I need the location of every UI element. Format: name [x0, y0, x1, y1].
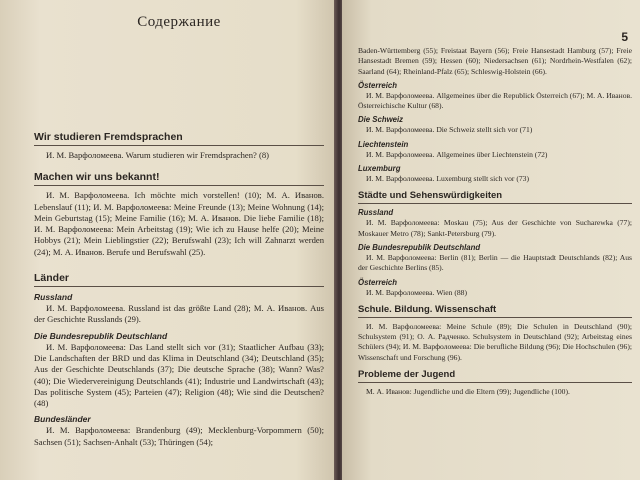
- right-page: [342, 0, 640, 480]
- toc-entry: М. А. Иванов: Jugendliche und die Eltern (99); Jugendliche (100).: [366, 387, 570, 397]
- toc-entry: И. М. Варфоломеева. Allgemeines über Liechtenstein (72): [366, 149, 548, 159]
- toc-entry: И. М. Варфоломеева: Berlin (81); Berlin — die Hauptstadt Deutschlands (82); Aus der Geschichte Berlins (85).: [358, 252, 632, 273]
- toc-entry: И. М. Варфоломеева. Russland ist das größte Land (28); М. А. Иванов. Aus der Geschichte Russlands (29).: [34, 303, 324, 325]
- section-heading: Machen wir uns bekannt!: [34, 171, 324, 186]
- subheading: Russland: [34, 292, 73, 303]
- left-page-content: [34, 0, 324, 448]
- subheading: Die Bundesrepublik Deutschland: [34, 330, 168, 341]
- subheading: Österreich: [358, 80, 398, 90]
- toc-entry: И. М. Варфоломеева: Das Land stellt sich vor (31); Staatlicher Aufbau (33); Die Landschaften der BRD und das Klima in Deutschland (34); Deutschland (35); Aus der Geschichte Deutschlands (37); Die deutsche Sprache (38); Wann? Was? (40); Die Wiedervereinigung Deutschlands (41); Industrie und Landwirtschaft (43); Das politische System (45); Parteien (47); Religion (48); Wie sind die Deutschen? (48): [34, 341, 324, 409]
- toc-entry: И. М. Варфоломеева. Warum studieren wir Fremdsprachen? (8): [46, 150, 270, 160]
- subheading: Österreich: [358, 277, 398, 287]
- section-heading: Städte und Sehenswürdigkeiten: [358, 190, 632, 204]
- toc-entry: И. М. Варфоломеева. Die Schweiz stellt sich vor (71): [366, 125, 533, 135]
- section-heading: Schule. Bildung. Wissenschaft: [358, 304, 632, 318]
- subheading: Russland: [358, 208, 394, 218]
- section-heading: Probleme der Jugend: [358, 369, 632, 383]
- toc-entry: Baden-Württemberg (55); Freistaat Bayern (56); Freie Hansestadt Hamburg (57); Freie Hansestadt Bremen (59); Hessen (60); Niedersachsen (61); Nordrhein-Westfalen (62); Saarland (64); Rheinland-Pfalz (65); Schleswig-Holstein (66).: [358, 46, 632, 76]
- page-title: Содержание: [137, 14, 221, 30]
- toc-entry: И. М. Варфоломеева. Wien (88): [366, 287, 468, 297]
- section-heading: Länder: [34, 272, 324, 287]
- subheading: Bundesländer: [34, 414, 91, 425]
- subheading: Die Schweiz: [358, 115, 404, 125]
- toc-entry: И. М. Варфоломеева: Meine Schule (89); Die Schulen in Deutschland (90); Schulsystem (91); О. А. Радченко. Schulsystem in Deutschland (92); Arbeitstag eines Schülers (94); И. М. Варфоломеева: Die berufliche Bildung (96); Die Hochschulen (96); Wissenschaft und Forschung (96).: [358, 321, 632, 362]
- section-heading: Wir studieren Fremdsprachen: [34, 131, 324, 146]
- page-number: 5: [621, 30, 628, 44]
- toc-entry: И. М. Варфоломеева. Ich möchte mich vorstellen! (10); М. А. Иванов. Lebenslauf (11); И. М. Варфоломеева: Meine Freunde (13); Meine Wohnung (14); Mein Geburtstag (15); Meine Familie (16); М. А. Иванов. Die liebe Familie (18); И. М. Варфоломеева: Mein Arbeitstag (19); Wie ich zu Hause helfe (20); Meine Hobbys (21); Mein Lieblingstier (22); Berufswahl (23); Ich will Zahnarzt werden (24); М. А. Иванов. Berufe und Berufswahl (25).: [34, 190, 324, 257]
- subheading: Luxemburg: [358, 164, 401, 174]
- subheading: Liechtenstein: [358, 139, 409, 149]
- right-page-content: [358, 46, 632, 397]
- subheading: Die Bundesrepublik Deutschland: [358, 242, 481, 252]
- toc-entry: И. М. Варфоломеева: Moskau (75); Aus der Geschichte von Sucharewka (77); Moskauer Metro (78); Sankt-Petersburg (79).: [358, 218, 632, 238]
- toc-entry: И. М. Варфоломеева: Brandenburg (49); Mecklenburg-Vorpommern (50); Sachsen (51); Sachsen-Anhalt (53); Thüringen (54);: [34, 425, 324, 447]
- toc-entry: И. М. Варфоломеева. Luxemburg stellt sich vor (73): [366, 174, 529, 184]
- toc-entry: И. М. Варфоломеева. Allgemeines über die Republick Österreich (67); М. А. Иванов. Österreichische Kultur (68).: [358, 90, 632, 111]
